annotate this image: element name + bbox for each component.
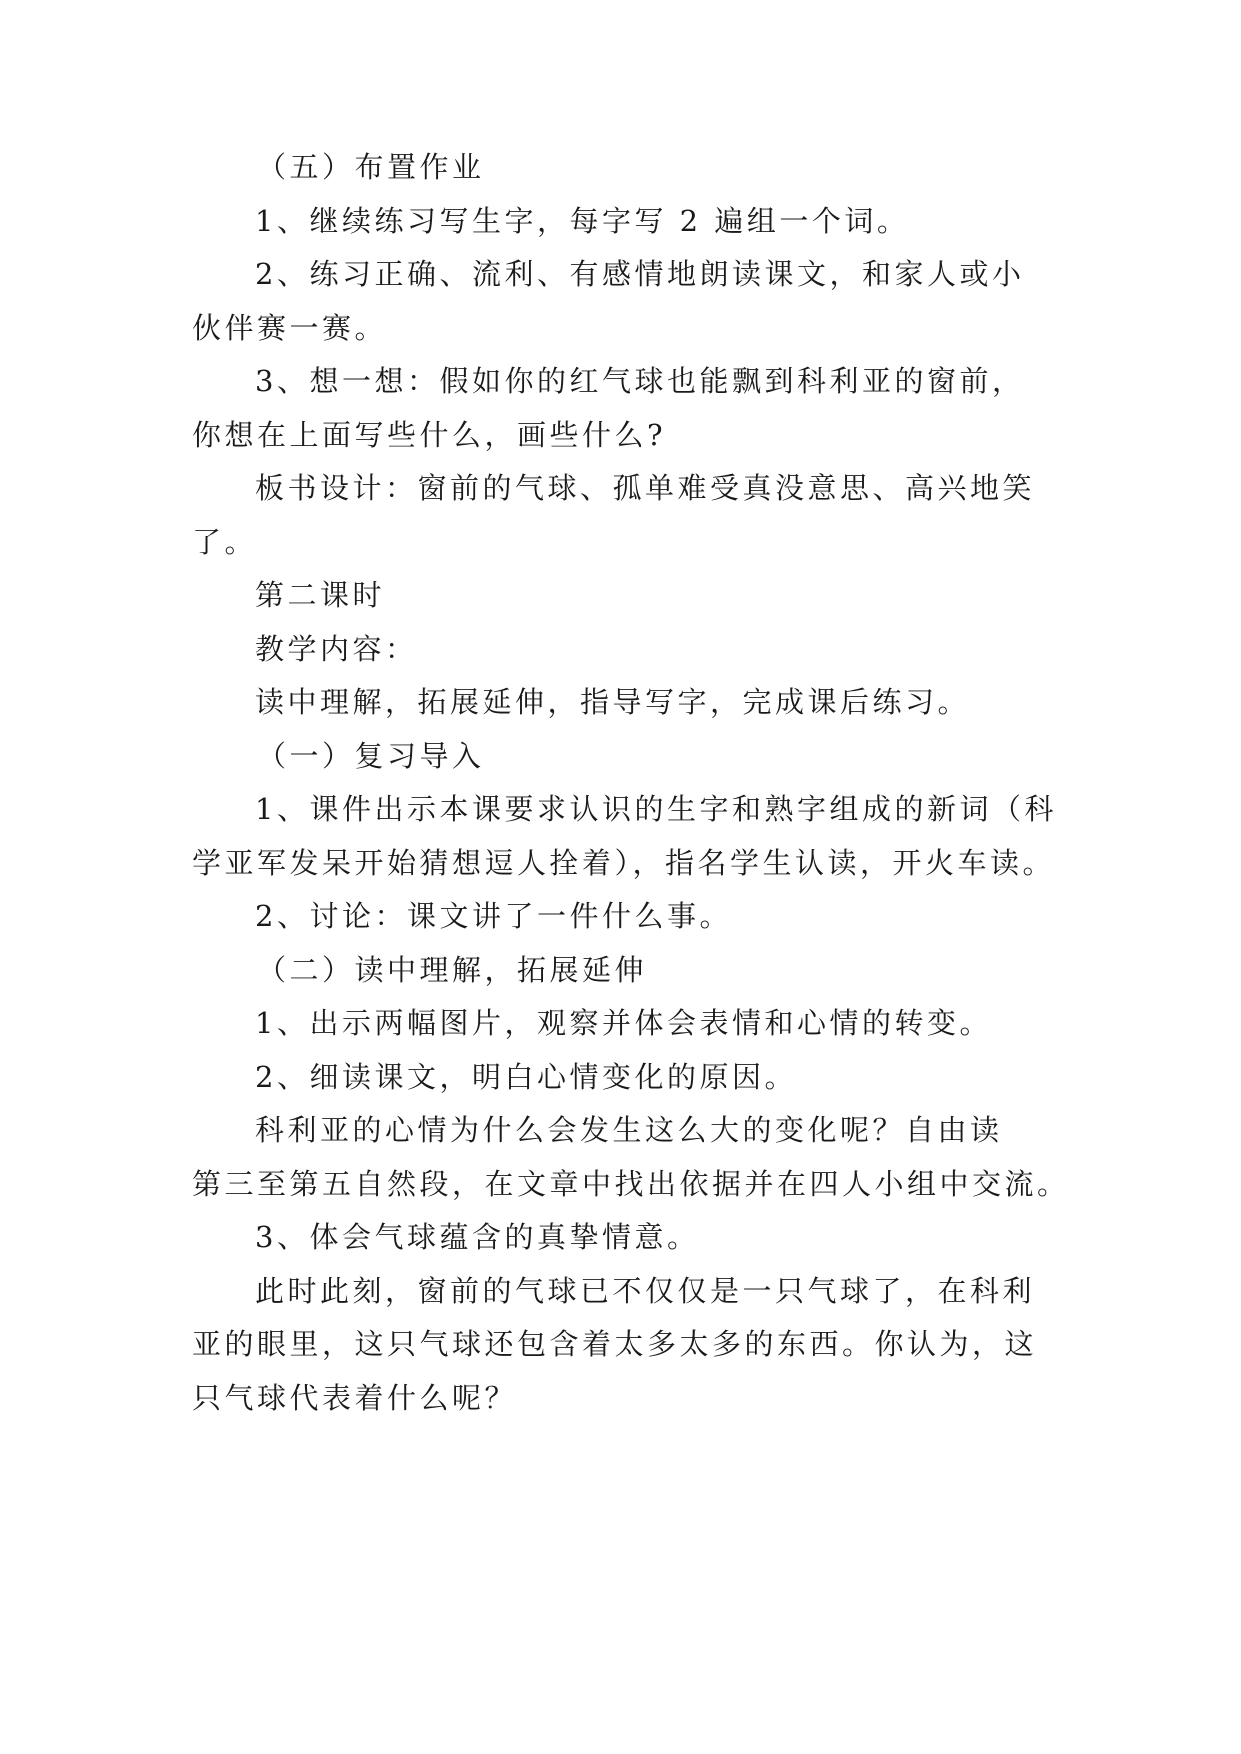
paragraph-line: 你想在上面写些什么，画些什么? bbox=[192, 418, 667, 452]
paragraph-line: 伙伴赛一赛。 bbox=[192, 311, 388, 345]
paragraph-line: 1、出示两幅图片，观察并体会表情和心情的转变。 bbox=[255, 1006, 992, 1040]
paragraph-line: 第三至第五自然段，在文章中找出依据并在四人小组中交流。 bbox=[192, 1167, 1070, 1201]
paragraph-line: 3、想一想：假如你的红气球也能飘到科利亚的窗前， bbox=[255, 364, 1025, 398]
paragraph-line: 1、继续练习写生字，每字写 2 遍组一个词。 bbox=[255, 204, 910, 238]
paragraph-line: 2、练习正确、流利、有感情地朗读课文，和家人或小 bbox=[255, 257, 1025, 291]
lesson-heading: 第二课时 bbox=[255, 578, 386, 612]
section-heading-assign-homework: （五）布置作业 bbox=[257, 150, 485, 184]
paragraph-line: 只气球代表着什么呢？ bbox=[192, 1381, 518, 1415]
paragraph-line: 2、细读课文，明白心情变化的原因。 bbox=[255, 1060, 797, 1094]
paragraph-line: 此时此刻，窗前的气球已不仅仅是一只气球了，在科利 bbox=[255, 1274, 1036, 1308]
paragraph-line: 读中理解，拓展延伸，指导写字，完成课后练习。 bbox=[255, 685, 971, 719]
paragraph-line: 学亚军发呆开始猜想逗人拴着），指名学生认读，开火车读。 bbox=[192, 846, 1056, 880]
section-heading-review: （一）复习导入 bbox=[257, 739, 485, 773]
content-label: 教学内容： bbox=[255, 632, 418, 666]
paragraph-line: 2、讨论：课文讲了一件什么事。 bbox=[255, 899, 732, 933]
paragraph-line: 3、体会气球蕴含的真挚情意。 bbox=[255, 1220, 700, 1254]
paragraph-line: 科利亚的心情为什么会发生这么大的变化呢？自由读 bbox=[255, 1113, 1003, 1147]
section-heading-reading: （二）读中理解，拓展延伸 bbox=[257, 953, 648, 987]
paragraph-line: 了。 bbox=[192, 525, 258, 559]
paragraph-line: 亚的眼里，这只气球还包含着太多太多的东西。你认为，这 bbox=[192, 1327, 1038, 1361]
paragraph-line: 1、课件出示本课要求认识的生字和熟字组成的新词（科 bbox=[255, 792, 1057, 826]
paragraph-line: 板书设计：窗前的气球、孤单难受真没意思、高兴地笑 bbox=[255, 471, 1036, 505]
